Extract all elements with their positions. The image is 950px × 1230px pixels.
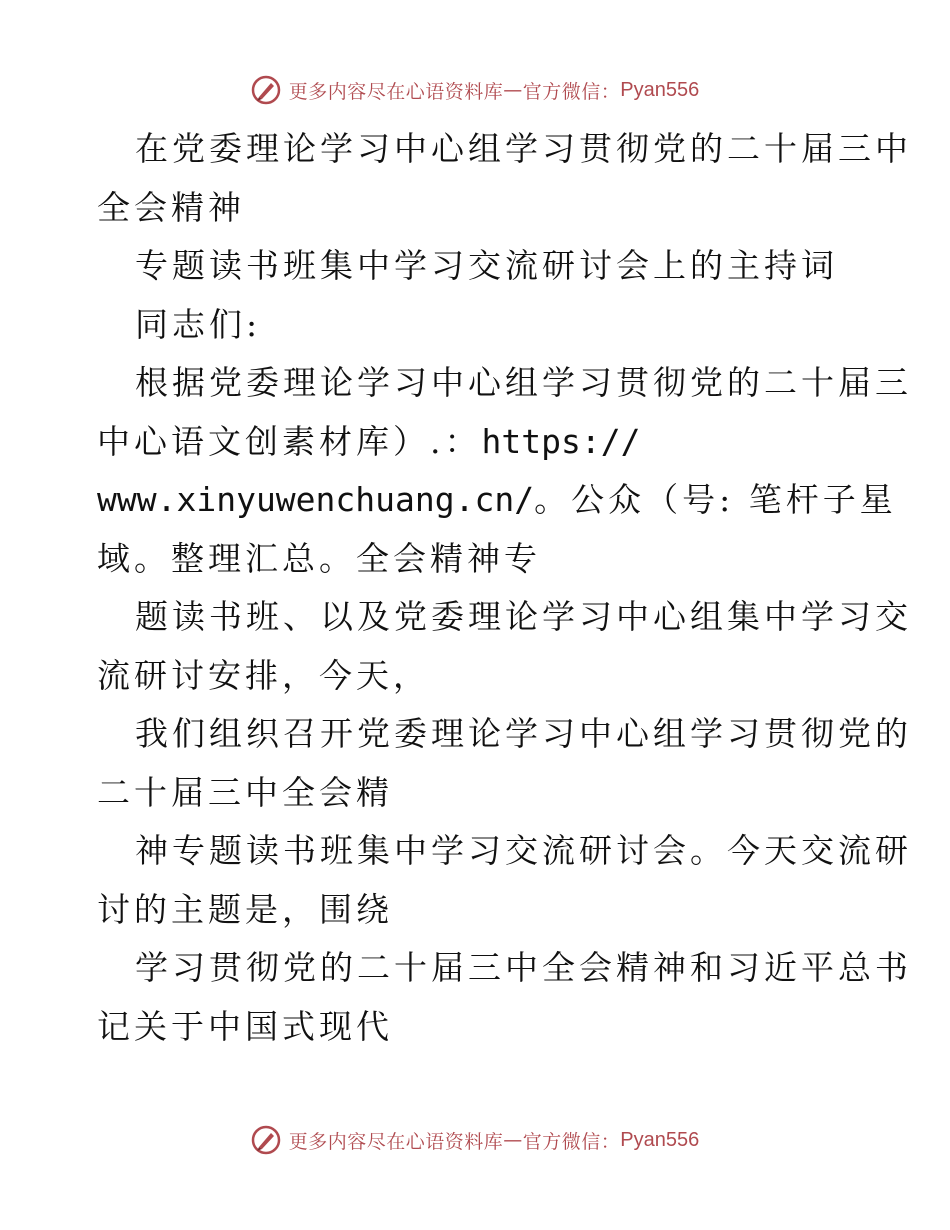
watermark-wechat-id: Pyan556 (620, 78, 700, 101)
doc-line-text: 中心语文创素材库）.： (97, 421, 482, 461)
doc-line: 神专题读书班集中学习交流研讨会。今天交流研 (135, 831, 912, 870)
pen-logo-icon (251, 1125, 281, 1155)
watermark-official-label: 官方微信： (522, 80, 621, 103)
doc-line (97, 413, 857, 472)
doc-line: 在党委理论学习中心组学习贯彻党的二十届三中 (135, 129, 912, 168)
doc-line: 讨的主题是，围绕 (97, 889, 393, 929)
doc-url: www.xinyuwenchuang.cn/ (97, 480, 535, 519)
doc-line: 学习贯彻党的二十届三中全会精神和习近平总书 (135, 948, 912, 987)
doc-line: 流研讨安排，今天， (97, 655, 430, 695)
doc-line: 全会精神 (97, 187, 245, 227)
pen-logo-icon (251, 75, 281, 105)
doc-url-fragment: https:// (481, 421, 641, 461)
doc-line: 我们组织召开党委理论学习中心组学习贯彻党的 (135, 714, 912, 753)
doc-line: 专题读书班集中学习交流研讨会上的主持词 (135, 246, 838, 285)
document-body (97, 120, 912, 1056)
doc-line: 域。整理汇总。全会精神专 (97, 538, 541, 578)
footer-watermark (0, 1120, 950, 1160)
watermark-wechat-id: Pyan556 (620, 1128, 700, 1151)
doc-line: 二十届三中全会精 (97, 772, 393, 812)
doc-line: 记关于中国式现代 (97, 1006, 393, 1046)
doc-line (97, 471, 897, 530)
doc-line: 根据党委理论学习中心组学习贯彻党的二十届三 (135, 363, 912, 402)
doc-line-text: 。公众（号: 笔杆子星 (534, 480, 897, 519)
doc-line: 同志们: (135, 304, 262, 344)
doc-line: 题读书班、以及党委理论学习中心组集中学习交 (135, 597, 912, 636)
watermark-official-label: 官方微信： (522, 1130, 621, 1153)
watermark-text: 更多内容尽在心语资料库 (288, 80, 504, 103)
header-watermark (0, 70, 950, 110)
watermark-dash: — (503, 1129, 523, 1151)
watermark-text: 更多内容尽在心语资料库 (288, 1130, 504, 1153)
watermark-dash: — (503, 79, 523, 101)
